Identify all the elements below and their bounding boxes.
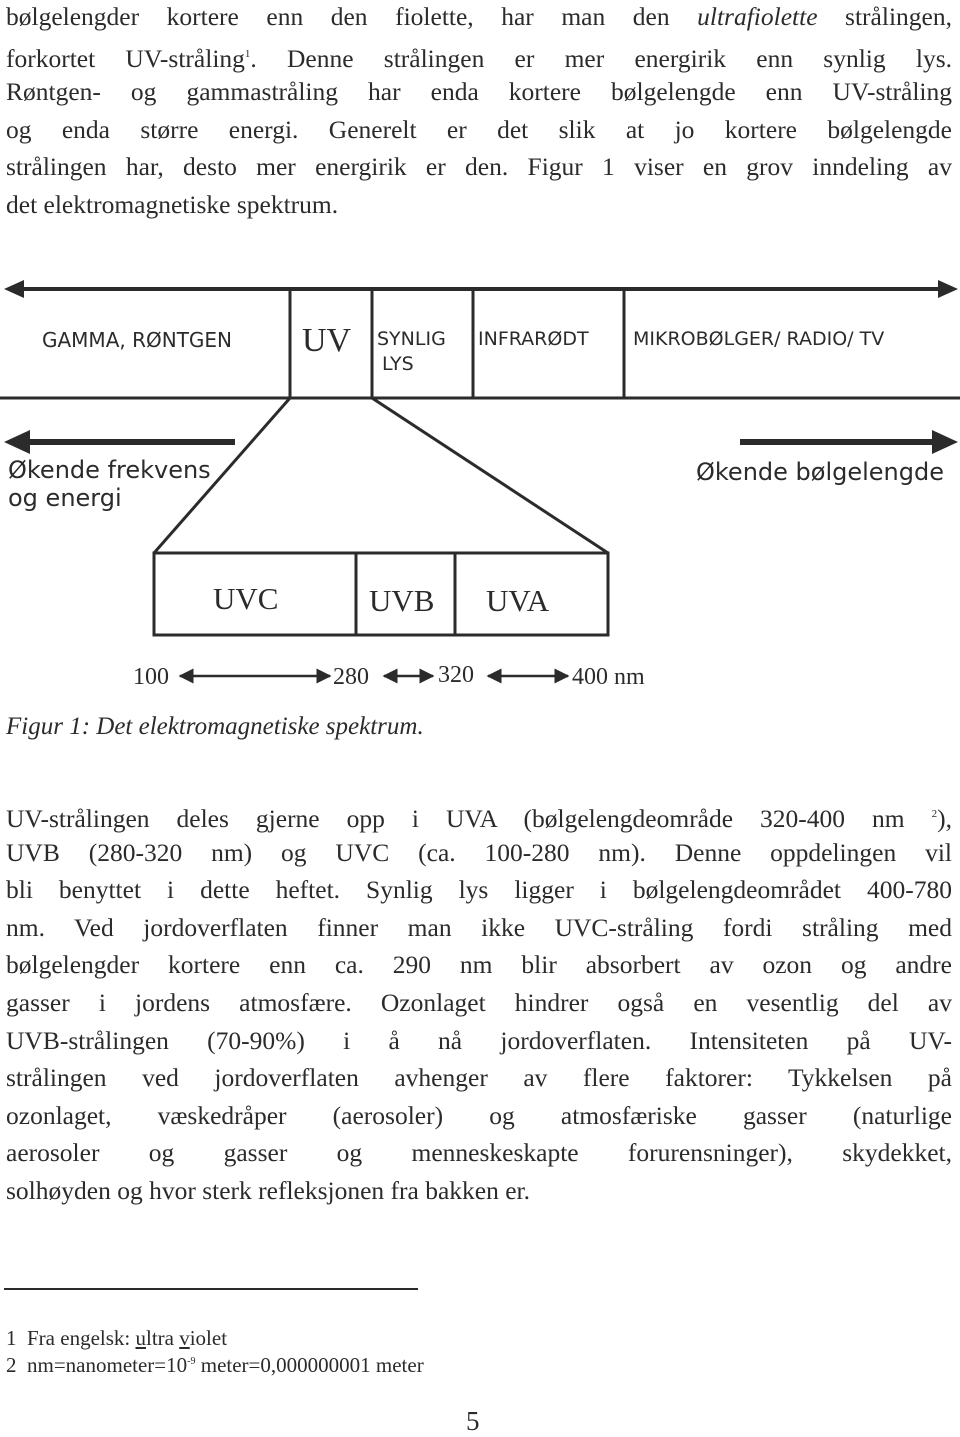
uvc-label: UVC (213, 581, 279, 616)
band-infrared-label: INFRARØDT (478, 328, 589, 350)
intro-line-1: bølgelengder kortere enn den fiolette, har man den ultrafiolette strålingen, (6, 2, 952, 31)
funnel-right (372, 398, 608, 553)
band-micro-label: MIKROBØLGER/ RADIO/ TV (633, 328, 885, 350)
body-line-7: UVB-strålingen (70-90%) i å nå jordoverflaten. Intensiteten på UV- (6, 1025, 952, 1055)
body-line-10: aerosoler og gasser og menneskeskapte forurensninger), skydekket, (6, 1138, 952, 1168)
spectrum-figure (0, 272, 960, 692)
body-line-3: bli benyttet i dette heftet. Synlig lys ligger i bølgelengdeområdet 400-780 (6, 875, 952, 905)
scale-320: 320 (438, 662, 474, 688)
band-visible-label-1: SYNLIG (377, 328, 446, 350)
footnote-1: 1 Fra engelsk: ultra violet (6, 1326, 228, 1350)
intro-line-2: forkortet UV-stråling$^1$. Denne strålingen er mer energirik enn synlig lys. (6, 43, 952, 73)
footnote-2: 2 $nm=nanometer=10^{-9}$ meter=0,000000001 meter (6, 1353, 424, 1377)
intro-paragraph (6, 0, 952, 224)
intro-line-6: det elektromagnetiske spektrum. (6, 189, 339, 219)
body-line-2: UVB (280-320 nm) og UVC (ca. 100-280 nm). Denne oppdelingen vil (6, 837, 952, 867)
body-line-9: ozonlaget, væskedråper (aerosoler) og atmosfæriske gasser (naturlige (6, 1100, 952, 1130)
body-paragraph (6, 796, 952, 1210)
wavelength-label: Økende bølgelengde (696, 458, 945, 486)
scale-400: 400 nm (572, 664, 645, 690)
intro-line-5: strålingen har, desto mer energirik er den. Figur 1 viser en grov inndeling av (6, 152, 952, 182)
body-line-1: UV-strålingen deles gjerne opp i UVA (bølgelengdeområde 320-400 nm $^2$), (6, 804, 952, 833)
uvb-label: UVB (369, 583, 435, 618)
body-line-5: bølgelengder kortere enn ca. 290 nm blir absorbert av ozon og andre (6, 950, 952, 980)
intro-line-3: Røntgen- og gammastråling har enda kortere bølgelengde enn UV-stråling (6, 77, 952, 107)
frequency-label-2: og energi (8, 484, 122, 512)
band-visible-label-2: LYS (382, 353, 414, 375)
band-gamma-label: GAMMA, RØNTGEN (42, 328, 232, 352)
band-uv-label: UV (302, 322, 352, 359)
body-line-8: strålingen ved jordoverflaten avhenger av flere faktorer: Tykkelsen på (6, 1063, 952, 1093)
footnote-rule (4, 1288, 418, 1290)
intro-line-4: og enda større energi. Generelt er det slik at jo kortere bølgelengde (6, 114, 952, 144)
body-line-6: gasser i jordens atmosfære. Ozonlaget hindrer også en vesentlig del av (6, 987, 952, 1017)
body-line-11: solhøyden og hvor sterk refleksjonen fra bakken er. (6, 1175, 531, 1205)
footnote-ref-2[interactable]: 2 (931, 808, 938, 820)
body-line-4: nm. Ved jordoverflaten finner man ikke UVC-stråling fordi stråling med (6, 912, 952, 942)
page-number: 5 (466, 1406, 480, 1436)
scale-100: 100 (133, 664, 169, 690)
figure-caption: Figur 1: Det elektromagnetiske spektrum. (6, 713, 424, 740)
scale-280: 280 (333, 664, 369, 690)
footnote-ref-1[interactable]: 1 (244, 47, 251, 60)
uva-label: UVA (486, 583, 550, 618)
frequency-label-1: Økende frekvens (8, 456, 211, 484)
